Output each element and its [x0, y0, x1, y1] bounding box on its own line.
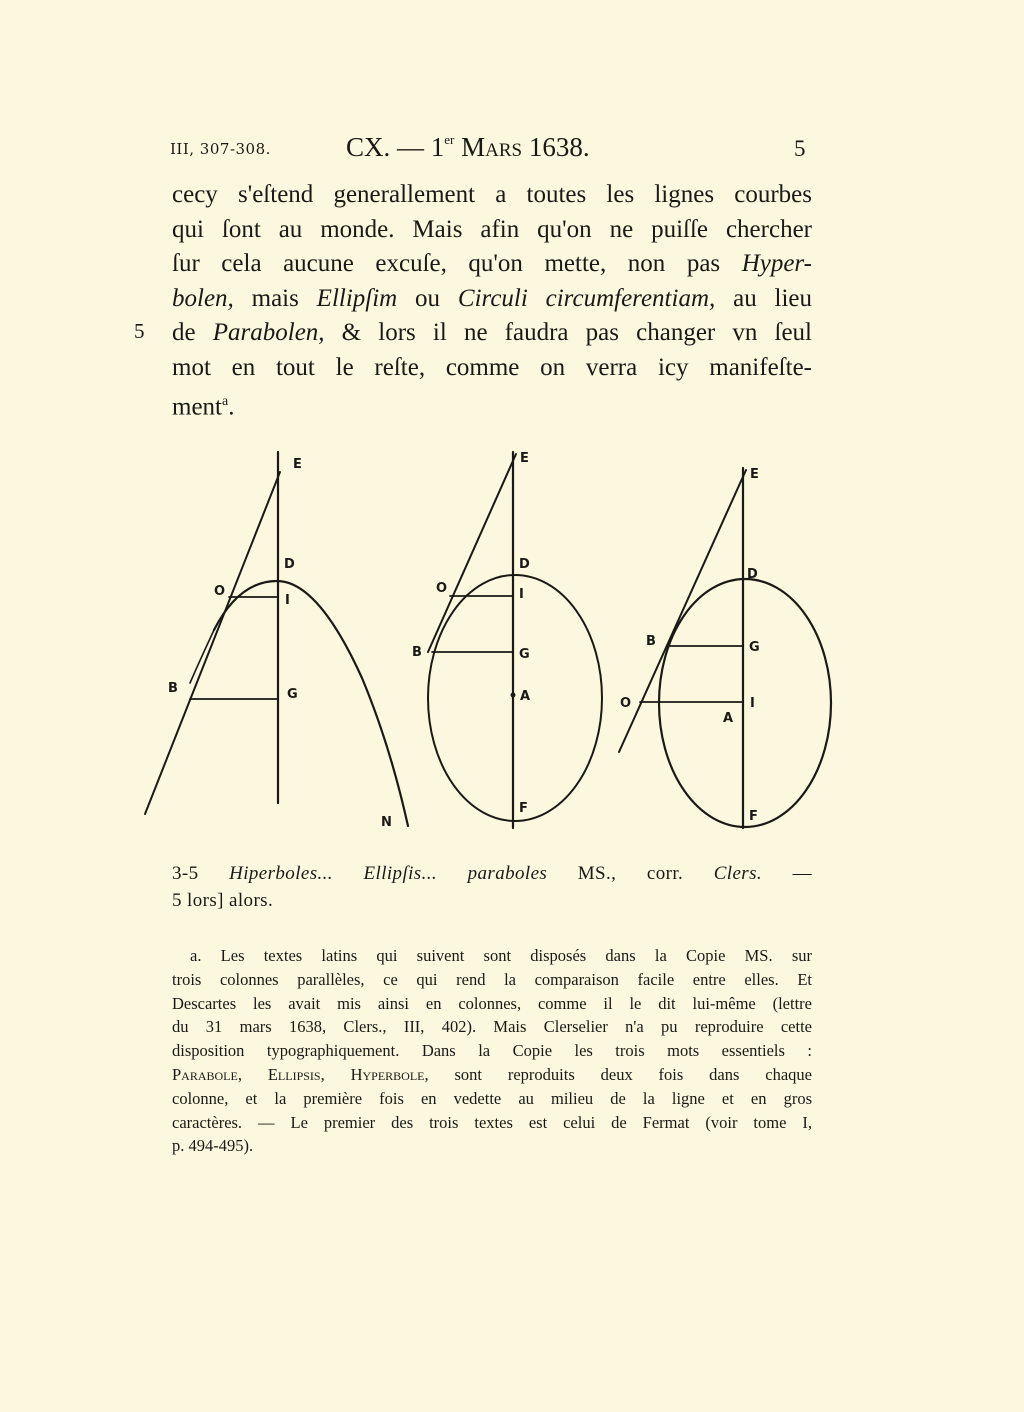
title-year: 1638. [528, 132, 590, 162]
parabola-tangent [145, 472, 280, 814]
text-segment: 3-5 [172, 863, 230, 884]
label-parabola-n: N [381, 815, 392, 830]
variant-readings [172, 860, 812, 914]
label-parabola-o: O [214, 584, 226, 599]
label-parabola-g: G [287, 687, 298, 702]
parabola-curve [214, 581, 408, 826]
footnote-line-9: p. 494-495). [172, 1136, 254, 1156]
label-ellipse-g: G [519, 647, 530, 662]
label-circle-d: D [747, 567, 758, 582]
title-day-suffix: er [444, 132, 455, 147]
text-segment: MS., corr. [547, 863, 714, 884]
italic-segment: Circuli circumferentiam, [457, 284, 716, 312]
footnote-line-8: caractères. — Le premier des trois textes est celui de Fermat (voir tome I, [172, 1112, 812, 1132]
text-segment: sont reproduits deux fois dans chaque [428, 1064, 813, 1084]
footnote-line-2: trois colonnes parallèles, ce qui rend la comparaison facile entre elles. Et [172, 969, 812, 989]
italic-segment: Parabolen, [212, 319, 325, 346]
label-ellipse-o: O [436, 581, 448, 596]
ellipse-center-point [511, 693, 515, 697]
text-line-5 [172, 316, 812, 351]
ellipse-curve [428, 575, 602, 821]
small-caps-segment: Parabole, Ellipsis, Hyperbole, [172, 1064, 429, 1084]
title-month: Mars [461, 132, 523, 162]
text-segment: ment [172, 393, 222, 421]
italic-segment: Hyper- [741, 250, 812, 277]
label-circle-a: A [723, 711, 734, 726]
text-segment: au lieu [715, 284, 813, 312]
italic-segment: Ellipſim [316, 284, 398, 312]
label-circle-o: O [620, 696, 632, 711]
footnote [172, 944, 812, 1158]
ellipse-tangent [428, 454, 516, 652]
label-ellipse-f: F [519, 801, 528, 816]
text-segment: & lors il ne faudra pas changer vn ſeul [324, 319, 813, 346]
text-segment: ou [397, 284, 458, 312]
text-segment: ſur cela aucune excuſe, qu'on mette, non pas [172, 250, 742, 277]
margin-line-number: 5 [134, 319, 145, 343]
text-line-1: cecy s'eſtend generallement a toutes les lignes courbes [172, 181, 812, 208]
text-segment: de [172, 319, 213, 346]
running-header [0, 132, 1024, 166]
italic-segment: bolen, [172, 284, 234, 312]
title-dash: — [390, 132, 431, 162]
label-parabola-e: E [293, 457, 302, 472]
footnote-line-6 [172, 1063, 812, 1087]
title-day: 1 [430, 132, 445, 162]
text-line-3 [172, 247, 812, 282]
figure-svg [130, 440, 850, 840]
text-line-4 [172, 282, 812, 317]
label-ellipse-d: D [519, 557, 530, 572]
label-ellipse-i: I [519, 587, 524, 602]
footnote-line-4: du 31 mars 1638, Clers., III, 402). Mais Clerselier n'a pu reproduire cette [172, 1017, 812, 1037]
circle-tangent [619, 470, 746, 752]
label-ellipse-a: A [520, 689, 531, 704]
label-circle-g: G [749, 640, 760, 655]
label-circle-i: I [750, 696, 755, 711]
letter-number: CX. [346, 132, 391, 162]
text-segment: . [228, 393, 235, 421]
label-circle-f: F [749, 809, 758, 824]
volume-reference: III, 307-308. [170, 140, 271, 158]
text-line-7 [172, 385, 812, 425]
label-circle-e: E [750, 467, 759, 482]
label-parabola-d: D [284, 557, 295, 572]
circle-curve [659, 579, 831, 827]
letter-title [346, 132, 590, 163]
page-number: 5 [794, 136, 806, 161]
label-parabola-b: B [168, 681, 178, 696]
italic-segment: Clers. [713, 863, 763, 884]
variant-line-1 [172, 860, 812, 887]
variant-line-2: 5 lors] alors. [172, 890, 274, 911]
text-segment: — [762, 863, 812, 884]
text-segment: mais [233, 284, 317, 312]
label-parabola-i: I [285, 593, 290, 608]
text-line-6: mot en tout le reſte, comme on verra icy manifeſte- [172, 353, 812, 381]
footnote-line-7: colonne, et la première fois en vedette au milieu de la ligne et en gros [172, 1088, 812, 1108]
text-line-2: qui ſont au monde. Mais afin qu'on ne puiſſe chercher [172, 215, 812, 243]
label-ellipse-b: B [412, 645, 422, 660]
conic-sections-figure [130, 440, 850, 840]
label-ellipse-e: E [520, 451, 529, 466]
footnote-line-3: Descartes les avait mis ainsi en colonnes, comme il le dit lui-même (lettre [172, 993, 812, 1013]
footnote-line-5: disposition typographiquement. Dans la Copie les trois mots essentiels : [172, 1041, 812, 1061]
footnote-marker[interactable]: a [222, 394, 229, 409]
parabola-curve-lower [190, 630, 214, 683]
label-circle-b: B [646, 634, 656, 649]
italic-segment: Hiperboles... Ellipſis... paraboles [229, 863, 548, 884]
footnote-line-1: a. Les textes latins qui suivent sont disposés dans la Copie MS. sur [190, 946, 812, 965]
main-text [172, 178, 812, 425]
